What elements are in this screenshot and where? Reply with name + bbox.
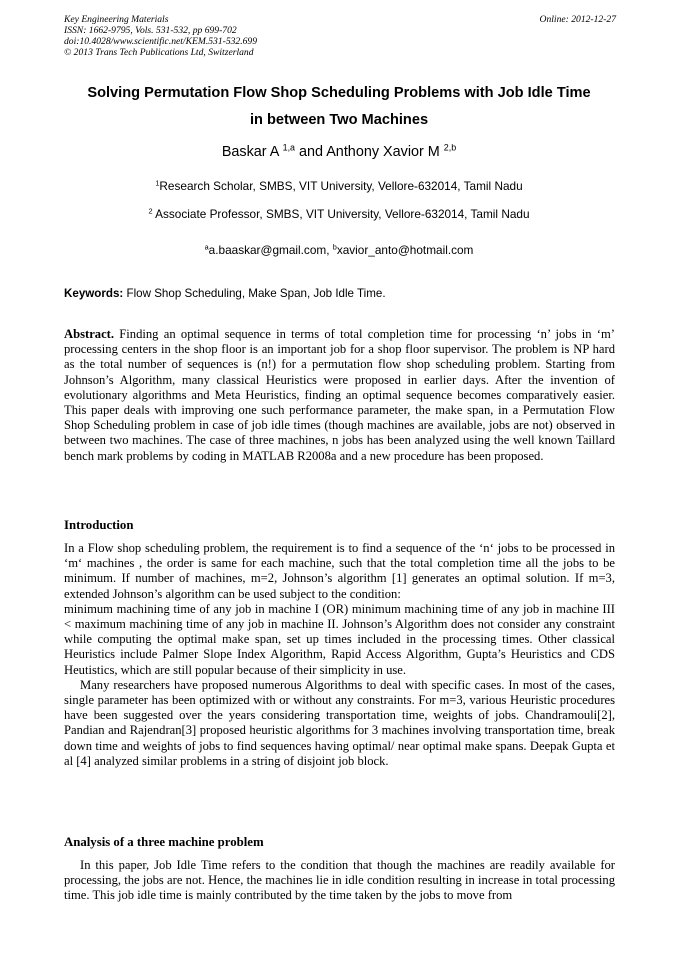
author-1-sup: 1,a [282,142,295,153]
online-date: Online: 2012-12-27 [539,14,616,25]
analysis-heading: Analysis of a three machine problem [64,835,264,849]
affiliation-2 [0,207,678,221]
email-b: xavior_anto@hotmail.com [336,243,474,257]
doi-line: doi:10.4028/www.scientific.net/KEM.531-532.699 [64,36,258,47]
abstract-label: Abstract. [64,327,115,341]
introduction-body [64,541,615,769]
author-2-sup: 2,b [443,142,457,153]
emails [0,243,678,257]
author-1: Baskar A [221,144,283,160]
intro-paragraph-2: minimum machining time of any job in machine I (OR) minimum machining time of any job in machine III < maximum machining time of any job in machine II. Johnson’s Algorithm does not consider any constraint while computing the optimal make span, set up times included in the processing times. Other classical Heuristics include Palmer Slope Index Algorithm, Rapid Access Algorithm, Gupta’s Heuristics and CDS Heutistics, which are still popular because of their simplicity in use. [64,601,615,677]
affiliation-2-text: Associate Professor, SMBS, VIT University, Vellore-632014, Tamil Nadu [152,207,530,221]
paper-title [40,80,638,134]
email-a-sup: a [204,242,209,252]
journal-header [64,14,616,58]
introduction-heading: Introduction [64,518,134,532]
analysis-body [64,858,615,904]
author-line [0,144,678,160]
affiliation-1 [0,179,678,193]
intro-paragraph-1: In a Flow shop scheduling problem, the requirement is to find a sequence of the ‘n‘ jobs to be processed in ‘m‘ machines , the order is same for each machine, such that the total completion time all the jobs to be minimum. If number of machines, m=2, Johnson’s algorithm [1] generates an optimal solution. If m=3, extended Johnson’s algorithm can be used subject to the condition: [64,541,615,601]
title-line-1: Solving Permutation Flow Shop Scheduling Problems with Job Idle Time [87,85,591,101]
abstract [64,327,615,464]
affiliation-1-sup: 1 [155,178,160,188]
affiliation-2-sup: 2 [148,206,153,216]
email-b-sup: b [332,242,337,252]
keywords [64,287,624,300]
issn-line: ISSN: 1662-9795, Vols. 531-532, pp 699-702 [64,25,237,36]
title-line-2: in between Two Machines [249,112,429,128]
email-a: a.baaskar@gmail.com, [208,243,333,257]
keywords-text: Flow Shop Scheduling, Make Span, Job Idle Time. [123,287,386,300]
author-and: and Anthony Xavior M [295,144,444,160]
keywords-label: Keywords: [64,287,124,300]
intro-paragraph-3: Many researchers have proposed numerous Algorithms to deal with specific cases. In most of the cases, single parameter has been optimized with or without any constraints. For m=3, various Heuristic procedures have been suggested over the years considering transportation time, weights of jobs. Chandramouli[2], Pandian and Rajendran[3] proposed heuristic algorithms for 3 machines involving transportation time, break down time and weights of jobs to find sequences having optimal/ near optimal make spans. Deepak Gupta et al [4] analyzed similar problems in a string of disjoint job block. [64,677,615,768]
copyright-line: © 2013 Trans Tech Publications Ltd, Switzerland [64,47,254,58]
journal-name: Key Engineering Materials [64,14,169,25]
abstract-text: Finding an optimal sequence in terms of total completion time for processing ‘n’ jobs in ‘m’ processing centers in the shop floor is an important job for a shop floor supervisor. The problem is NP hard as the total number of sequences is (n!) for a permutation flow shop scheduling problem. Starting from Johnson’s Algorithm, many classical Heuristics were proposed in earlier days. After the invention of evolutionary algorithms and Meta Heuristics, finding an optimal sequence becomes comparatively easier. This paper deals with improving one such performance parameter, the make span, in a Permutation Flow Shop Scheduling problem in case of job idle times (though machines are available, jobs are not) observed in between two machines. The case of three machines, n jobs has been analyzed using the well known Taillard bench mark problems by coding in MATLAB R2008a and a new procedure has been proposed. [64,327,615,463]
analysis-paragraph-1: In this paper, Job Idle Time refers to the condition that though the machines are readily available for processing, the jobs are not. Hence, the machines lie in idle condition resulting in increase in total processing time. This job idle time is mainly contributed by the time taken by the jobs to move from [64,858,615,903]
affiliation-1-text: Research Scholar, SMBS, VIT University, Vellore-632014, Tamil Nadu [159,179,523,193]
